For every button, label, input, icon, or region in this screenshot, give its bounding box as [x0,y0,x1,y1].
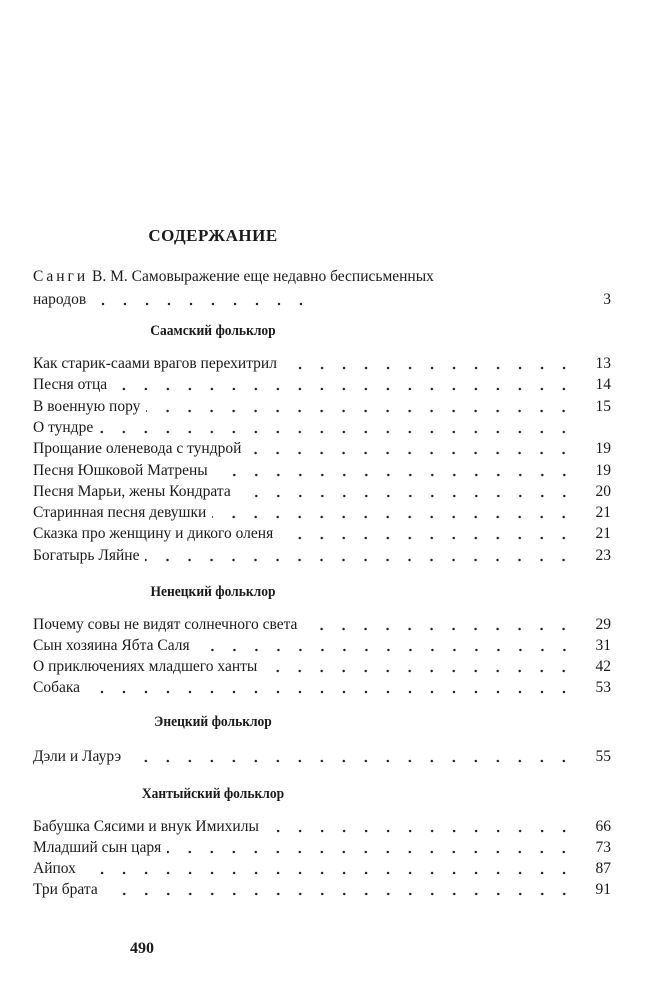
dot-leader [303,615,575,635]
entry-title: О тундре [33,418,94,436]
page-number: 490 [130,940,154,957]
entry-title: Песня отца [33,376,108,394]
entry-title: Дэли и Лаурэ [33,748,122,765]
entry-title: Старинная песня девушки [33,504,207,522]
dot-leader [92,290,312,310]
toc-entry[interactable] [33,375,611,395]
dot-leader [212,503,575,523]
entry-title: О приключениях младшего ханты [33,658,258,675]
entry-title: В военную пору [33,397,141,415]
entry-title: Младший сын царя [33,839,162,856]
section-heading-nenets: Ненецкий фольклор [150,584,276,600]
entry-page: 31 [595,637,611,654]
section-heading-saami: Саамский фольклор [150,323,276,339]
toc-entry[interactable] [33,546,611,566]
entry-title: Собака [33,679,81,696]
entry-page: 23 [595,546,611,564]
dot-leader [247,439,575,459]
section-heading-enets: Энецкий фольклор [154,714,272,730]
toc-entry[interactable] [33,439,611,459]
toc-entry[interactable] [33,354,611,374]
dot-leader [82,859,575,879]
intro-author: Санги [33,268,89,285]
toc-entry[interactable] [33,817,611,837]
entry-title: Айпох [33,860,76,877]
entry-page: 21 [595,504,611,522]
toc-entry[interactable] [33,482,611,502]
dot-leader [265,817,575,837]
entry-title: Богатырь Ляйне [33,546,140,564]
entry-page: 42 [595,658,611,675]
entry-page: 53 [595,679,611,696]
entry-title: Сын хозяина Ябта Саля [33,637,190,654]
entry-page: 73 [595,839,611,856]
entry-title: Три брата [33,881,98,898]
toc-entry[interactable] [33,678,611,698]
entry-page: 66 [595,818,611,835]
toc-entry[interactable] [33,747,611,767]
dot-leader [283,354,575,374]
entry-title: Сказка про женщину и дикого оленя [33,525,274,543]
toc-entry[interactable] [33,397,611,417]
dot-leader [167,838,575,858]
dot-leader [113,375,575,395]
entry-title: Песня Марьи, жены Кондрата [33,482,231,500]
toc-entry[interactable] [33,859,611,879]
dot-leader [214,461,575,481]
entry-page: 55 [595,748,611,765]
entry-page: 15 [595,397,611,415]
dot-leader [104,880,575,900]
toc-entry[interactable] [33,524,611,544]
dot-leader [279,524,575,544]
entry-page: 29 [595,616,611,633]
entry-page: 91 [595,881,611,898]
toc-entry[interactable] [33,636,611,656]
entry-page: 19 [595,461,611,479]
entry-page: 87 [595,860,611,877]
dot-leader [127,747,575,767]
dot-leader [145,546,575,566]
entry-page: 19 [595,440,611,458]
dot-leader [99,418,575,438]
entry-page: 13 [595,355,611,372]
section-heading-khanty: Хантыйский фольклор [141,786,285,802]
toc-entry[interactable] [33,657,611,677]
dot-leader [146,397,575,417]
toc-entry[interactable] [33,503,611,523]
toc-entry-intro[interactable] [33,290,611,310]
entry-title: Почему совы не видят солнечного света [33,616,298,633]
entry-title: Бабушка Сясими и внук Имихилы [33,818,259,835]
toc-entry[interactable] [33,418,611,438]
entry-page: 21 [595,525,611,543]
dot-leader [86,678,575,698]
intro-text-1: В. М. Самовыражение еще недавно бесписьменных [92,268,434,285]
entry-title: народов [33,291,87,308]
toc-entry[interactable] [33,615,611,635]
entry-title: Прощание оленевода с тундрой [33,440,242,458]
entry-title: Как старик-саами врагов перехитрил [33,355,277,372]
entry-title: Песня Юшковой Матрены [33,461,208,479]
entry-page: 14 [595,376,611,394]
entry-page: 20 [595,482,611,500]
dot-leader [263,657,575,677]
toc-entry[interactable] [33,838,611,858]
toc-entry[interactable] [33,880,611,900]
entry-page: 3 [603,291,611,308]
intro-line-1 [33,268,434,286]
page-title: СОДЕРЖАНИЕ [148,226,278,245]
toc-entry[interactable] [33,461,611,481]
dot-leader [237,482,575,502]
dot-leader [196,636,575,656]
